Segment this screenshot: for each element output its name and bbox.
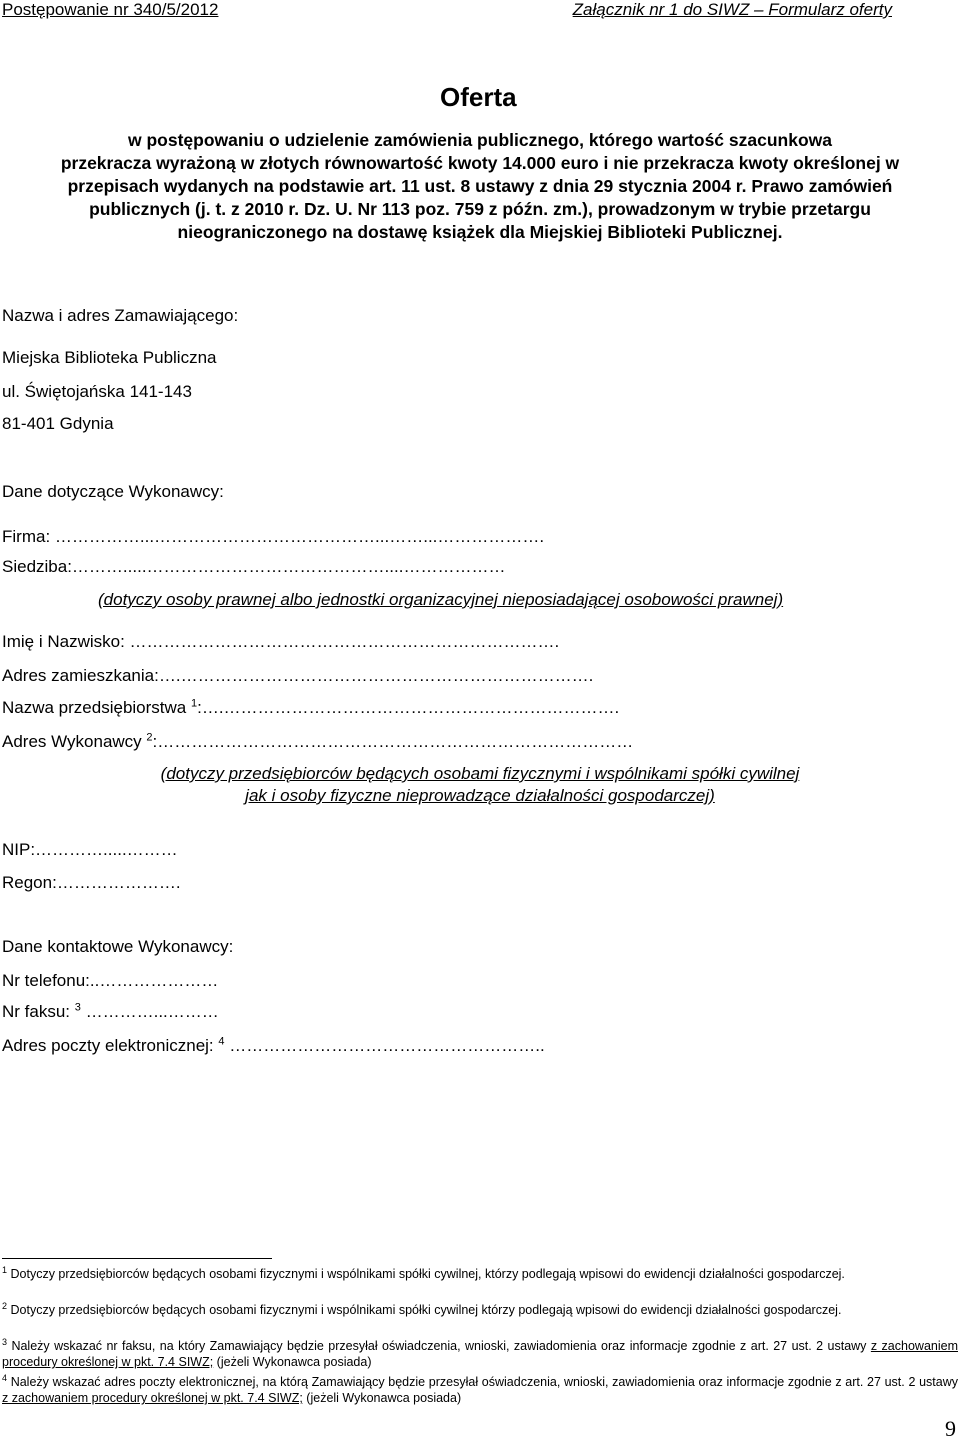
footnote-number: 2 (2, 1300, 8, 1311)
intro-line: w postępowaniu o udzielenie zamówienia publicznego, którego wartość szacunkowa (127, 130, 832, 150)
email-label: Adres poczty elektronicznej: (2, 1036, 214, 1055)
firma-field[interactable]: Firma: ……………...…………………………………...……...………………. (2, 527, 545, 546)
contact-heading: Dane kontaktowe Wykonawcy: (2, 937, 234, 956)
footnote-procedure-link: z zachowaniem procedury określonej w pkt. 7.4 SIWZ; (2, 1391, 303, 1405)
contractor-address-dots: :………………………………………………………………………… (152, 732, 634, 751)
company-name-field[interactable] (2, 698, 619, 718)
contractor-heading: Dane dotyczące Wykonawcy: (2, 482, 224, 501)
footnote-text-tail: (jeżeli Wykonawca posiada) (302, 1391, 462, 1405)
intro-line: publicznych (j. t. z 2010 r. Dz. U. Nr 113 poz. 759 z późn. zm.), prowadzonym w trybie przetargu (89, 199, 871, 219)
footnote-divider (2, 1258, 272, 1259)
fax-field[interactable] (2, 1002, 219, 1022)
name-field[interactable]: Imię i Nazwisko: …………………………………………………………………. (2, 632, 560, 651)
fax-dots: …………...……… (80, 1002, 219, 1021)
intro-line: nieograniczonego na dostawę książek dla Miejskiej Biblioteki Publicznej. (177, 222, 783, 242)
contractor-address-field[interactable] (2, 732, 633, 752)
phone-field[interactable]: Nr telefonu:..………………… (2, 971, 219, 990)
page-number: 9 (945, 1416, 956, 1441)
footnote-number: 1 (2, 1264, 8, 1275)
header-attachment-label: Załącznik nr 1 do SIWZ – Formularz oferty (572, 0, 892, 19)
company-name-dots: :….……………………………………………………………. (197, 698, 620, 717)
footnote-number: 4 (2, 1372, 8, 1383)
legal-entity-note: (dotyczy osoby prawnej albo jednostki organizacyjnej nieposiadającej osobowości prawnej) (98, 590, 784, 609)
footnote-text: Należy wskazać adres poczty elektronicznej, na którą Zamawiający będzie przesyłał oświadczenia, wnioski, zawiadomienia oraz informacje zgodnie z art. 27 ust. 2 ustawy (10, 1375, 958, 1389)
header-case-number: Postępowanie nr 340/5/2012 (2, 0, 219, 19)
intro-line: przepisach wydanych na podstawie art. 11 ust. 8 ustawy z dnia 29 stycznia 2004 r. Prawo zamówień (67, 176, 893, 196)
contracting-authority-name: Miejska Biblioteka Publiczna (2, 348, 217, 367)
company-name-label: Nazwa przedsiębiorstwa (2, 698, 187, 717)
intro-line: przekracza wyrażoną w złotych równowartość kwoty 14.000 euro i nie przekracza kwoty określonej w (60, 153, 900, 173)
natural-persons-note-2: jak i osoby fizyczne nieprowadzące działalności gospodarczej) (245, 786, 715, 805)
contracting-authority-heading: Nazwa i adres Zamawiającego: (2, 306, 239, 325)
contracting-authority-city: 81-401 Gdynia (2, 414, 114, 433)
footnote-ref-4: 4 (218, 1035, 225, 1048)
email-field[interactable] (2, 1036, 545, 1056)
contractor-address-label: Adres Wykonawcy (2, 732, 142, 751)
footnote-ref-3: 3 (74, 1001, 81, 1014)
natural-persons-note-1: (dotyczy przedsiębiorców będących osobami fizycznymi i wspólnikami spółki cywilnej (160, 764, 800, 783)
footnote-text: Dotyczy przedsiębiorców będących osobami fizycznymi i wspólnikami spółki cywilnej, którzy podlegają wpisowi do ewidencji działalności gospodarczej. (10, 1267, 845, 1281)
footnote-text: Dotyczy przedsiębiorców będących osobami fizycznymi i wspólnikami spółki cywilnej którzy podlegają wpisowi do ewidencji działalności gospodarczej. (10, 1303, 842, 1317)
footnote-procedure-link: z zachowaniem procedury określonej w pkt. 7.4 SIWZ; (2, 1339, 958, 1369)
siedziba-field[interactable]: Siedziba:……….....……………………………………....……………… (2, 557, 506, 576)
intro-paragraph (2, 129, 958, 244)
email-dots: ……………………………………………….. (224, 1036, 545, 1055)
footnote-text-tail: (jeżeli Wykonawca posiada) (213, 1355, 372, 1369)
regon-field[interactable]: Regon:…………………. (2, 873, 181, 892)
footnote-2 (2, 1302, 958, 1318)
footnote-text: Należy wskazać nr faksu, na który Zamawiający będzie przesyłał oświadczenia, wnioski, zawiadomienia oraz informacje zgodnie z art. 27 ust. 2 ustawy (11, 1339, 871, 1353)
footnote-1 (2, 1266, 958, 1282)
fax-label: Nr faksu: (2, 1002, 71, 1021)
nip-field[interactable]: NIP:………….....……… (2, 840, 178, 859)
contracting-authority-street: ul. Świętojańska 141-143 (2, 382, 192, 401)
page-title: Oferta (440, 82, 517, 112)
footnote-4 (2, 1374, 958, 1406)
residence-address-field[interactable]: Adres zamieszkania:….………………………………………………………………. (2, 666, 594, 685)
footnote-ref-1: 1 (190, 697, 198, 710)
footnote-ref-2: 2 (146, 731, 153, 744)
footnote-3 (2, 1338, 958, 1370)
footnote-number: 3 (2, 1336, 8, 1347)
